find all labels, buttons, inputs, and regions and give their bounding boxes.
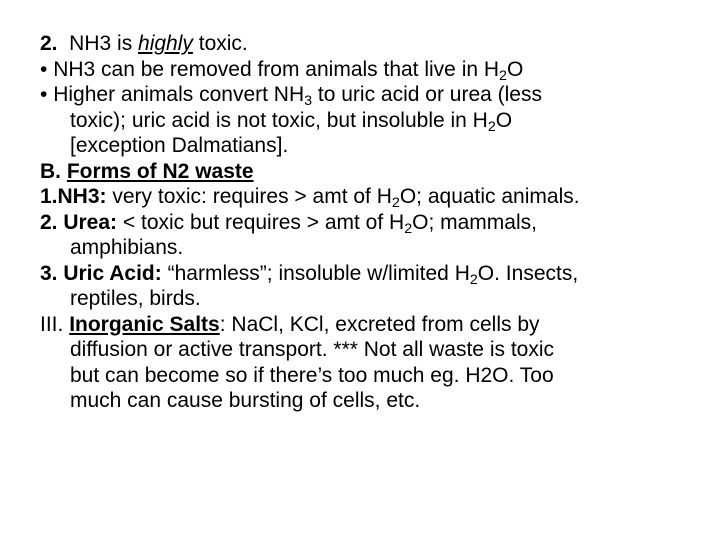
section-inorganic-salts: III. Inorganic Salts: NaCl, KCl, excreted from cells by diffusion or active transport. *** Not all waste is toxic but can become so if there’s too much eg. H2O. Too much can cause bursting of cells, etc. [40, 312, 700, 414]
section-title: Forms of N2 waste [66, 159, 254, 183]
item-uric-acid: 3. Uric Acid: “harmless”; insoluble w/limited $H_2O$. Insects, reptiles, birds. [40, 261, 700, 312]
item-urea: 2. Urea: < toxic but requires > amt of $H_2O$; mammals, amphibians. [40, 210, 700, 261]
bullet-icon: • [40, 57, 48, 81]
item-nh3: 1.NH3: very toxic: requires > amt of $H_2O$; aquatic animals. [40, 185, 580, 211]
line-nh3-toxic: 2. NH3 is highly toxic. [40, 32, 248, 55]
continuation-line: amphibians. [70, 236, 184, 259]
slide-body [40, 31, 700, 414]
continuation-line: diffusion or active transport. *** Not all waste is toxic [70, 338, 554, 361]
section-label: B. [40, 159, 67, 183]
item-label: 3. Uric Acid: [40, 261, 162, 285]
continuation-line: much can cause bursting of cells, etc. [70, 389, 421, 412]
continuation-line: but can become so if there’s too much eg. H2O. Too [70, 363, 554, 387]
section-title: Inorganic Salts [69, 312, 220, 336]
item-label: 2. Urea: [40, 210, 118, 234]
list-number: 2. [40, 32, 58, 55]
bullet-higher-animals: • Higher animals convert $NH_3$ to uric acid or urea (less toxic); uric acid is not toxic, but insoluble in $H_2O$ [exception Dalmatians]. [40, 82, 700, 159]
section-heading-forms [40, 159, 700, 185]
continuation-line: [exception Dalmatians]. [70, 134, 289, 157]
continuation-line: reptiles, birds. [70, 287, 201, 310]
bullet-nh3-removed: • NH3 can be removed from animals that live in $H_2O$ [40, 57, 524, 84]
item-label: 1.NH3: [40, 185, 107, 208]
emphasis-highly: highly [138, 32, 193, 55]
bullet-icon: • [40, 83, 48, 106]
section-label: III. [40, 312, 70, 336]
continuation-line: toxic); uric acid is not toxic, but insoluble in $H_2O$ [70, 108, 513, 135]
